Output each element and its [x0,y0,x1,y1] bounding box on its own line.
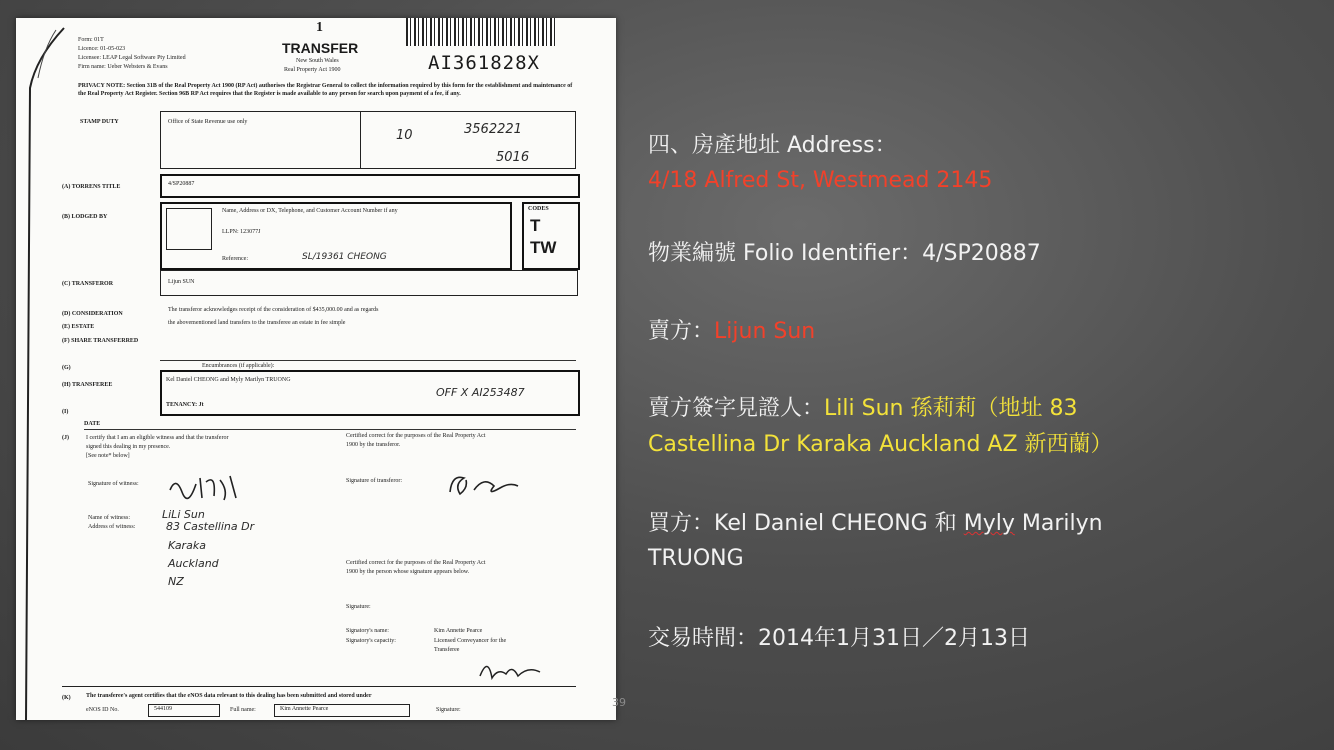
section-j-label: (J) [62,435,69,441]
duty-hand-3: 5016 [496,150,530,165]
date-row [648,621,1030,657]
signatory-capacity-1: Licensed Conveyancer for the [434,638,507,644]
section-f-label: (F) SHARE TRANSFERRED [62,338,139,344]
section-d-label: (D) CONSIDERATION [62,311,123,317]
section-b-label: (B) LODGED BY [62,214,108,220]
witness-line-1: Lili Sun 孫莉莉（地址 83 [824,396,1078,421]
code-t: T [530,216,541,235]
full-name: Kim Annette Pearce [280,706,329,712]
transferor-box [160,270,578,296]
folio-label: 物業編號 Folio Identifier： [648,241,923,266]
duty-hand-2: 3562221 [464,122,522,137]
transferor-signature [444,468,524,502]
witness-hand-2: 83 Castellina Dr [166,520,255,533]
witness-name-label: Name of witness: [88,515,130,521]
codes-box [522,202,580,270]
signatory-capacity-label: Signatory's capacity: [346,638,396,644]
j-text-2: signed this dealing in my presence. [86,444,171,450]
signature2-label: Signature: [436,707,461,713]
k-text: The transferee's agent certifies that the eNOS data relevant to this dealing has been submitted and stored under [86,693,372,699]
j-text-3: [See note* below] [86,453,130,459]
witness-hand-3: Karaka [168,539,206,552]
conveyancer-signature [476,654,546,682]
date-label: DATE [84,421,101,427]
transferor-sig-label: Signature of transferor: [346,478,402,484]
cert-a-1: Certified correct for the purposes of the Real Property Act [346,433,486,439]
j-text-1: I certify that I am an eligible witness and that the transferor [86,435,229,441]
form-meta-4: Firm name: Ueber Websters & Evans [78,64,168,70]
buyer-label: 買方： [648,511,715,536]
signatory-name-label: Signatory's name: [346,628,389,634]
witness-addr-label: Address of witness: [88,524,136,530]
stamp-duty-text: Office of State Revenue use only [168,119,248,125]
seller-label: 賣方： [648,319,715,344]
witness-sig-label: Signature of witness: [88,481,139,487]
date-label: 交易時間： [648,626,759,651]
witness-label: 賣方簽字見證人： [648,396,825,421]
seller-value: Lijun Sun [714,319,816,344]
form-subtitle-2: Real Property Act 1900 [284,67,341,73]
witness-hand-4: Auckland [168,557,219,570]
witness-row [648,391,1077,427]
seller-row [648,314,815,350]
duty-hand-1: 10 [396,128,413,143]
stamp-duty-label: STAMP DUTY [80,119,119,125]
encumbrances-text: Encumbrances (if applicable): [202,363,275,369]
form-subtitle-1: New South Wales [296,58,339,64]
buyer-myly: Myly [963,511,1015,536]
witness-line-2: Castellina Dr Karaka Auckland AZ 新西蘭） [648,432,1113,457]
signatory-capacity-2: Transferee [434,647,460,653]
divider-g [160,360,576,361]
transferee-hand: OFF X AI253487 [436,386,525,399]
dealing-number: AI361828X [428,52,540,74]
buyer-line-2: TRUONG [648,546,744,571]
section-k-label: (K) [62,695,71,701]
enos-label: eNOS ID No. [86,707,119,713]
lodged-by-llpn: LLPN: 123077J [222,229,261,235]
witness-hand-1: LiLi Sun [162,508,205,521]
transferee-value: Kel Daniel CHEONG and Myly Marilyn TRUONG [166,377,291,383]
slide-number: 39 [612,696,626,709]
corner-mark: 1 [316,20,323,35]
section-a-label: (A) TORRENS TITLE [62,184,121,190]
cert-b-1: Certified correct for the purposes of the Real Property Act [346,560,486,566]
code-tw: TW [530,238,557,257]
buyer-pre: Kel Daniel CHEONG 和 [714,511,964,536]
barcode [406,18,556,46]
address-label: 四、房產地址 Address： [648,133,897,158]
cert-a-2: 1900 by the transferor. [346,442,401,448]
form-meta-2: Licence: 01-05-023 [78,46,126,52]
witness-hand-5: NZ [168,575,184,588]
witness-signature [166,470,246,504]
section-e-label: (E) ESTATE [62,324,95,330]
privacy-note: PRIVACY NOTE: Section 31B of the Real Property Act 1900 (RP Act) authorises the Registrar General to collect the information required by this form for the establishment and maintenance of the Real Property Act Register. Section 96B RP Act requires that the Register is made available to any person for search upon payment of a fee, if any. [78,83,573,97]
lodged-by-reference-hand: SL/19361 CHEONG [302,252,387,262]
document-collection-box [166,208,212,250]
form-meta-1: Form: 01T [78,37,104,43]
transferor-value: Lijun SUN [168,279,195,285]
form-title: TRANSFER [282,40,359,56]
lodged-by-text: Name, Address or DX, Telephone, and Customer Account Number if any [222,208,398,214]
duty-subbox [360,111,576,169]
estate-text: the abovementioned land transfers to the transferee an estate in fee simple [168,320,346,326]
folio-row [648,236,1041,272]
address-value: 4/18 Alfred St, Westmead 2145 [648,168,993,193]
divider-j [84,429,576,430]
divider-k [62,686,576,687]
signatory-name: Kim Annette Pearce [434,628,483,634]
transfer-form-scan [16,18,616,720]
buyer-row [648,506,1103,542]
form-meta-3: Licensee: LEAP Legal Software Pty Limited [78,55,186,61]
date-value: 2014年1月31日／2月13日 [758,626,1030,651]
codes-label: CODES [528,206,549,212]
folio-value: 4/SP20887 [922,241,1041,266]
signature-label: Signature: [346,604,371,610]
section-c-label: (C) TRANSFEROR [62,281,114,287]
enos-value: 544109 [154,706,172,712]
torrens-title-box [160,174,580,198]
consideration-text: The transferor acknowledges receipt of the consideration of $435,000.00 and as regards [168,307,379,313]
lodged-by-reference-label: Reference: [222,256,248,262]
buyer-post: Marilyn [1014,511,1103,536]
section-g-label: (G) [62,365,71,371]
full-name-label: Full name: [230,707,256,713]
section-h-label: (H) TRANSFEREE [62,382,113,388]
torrens-title-value: 4/SP20887 [168,181,195,187]
section-i-label: (I) [62,409,69,415]
cert-b-2: 1900 by the person whose signature appears below. [346,569,470,575]
tenancy: TENANCY: Jt [166,402,204,408]
